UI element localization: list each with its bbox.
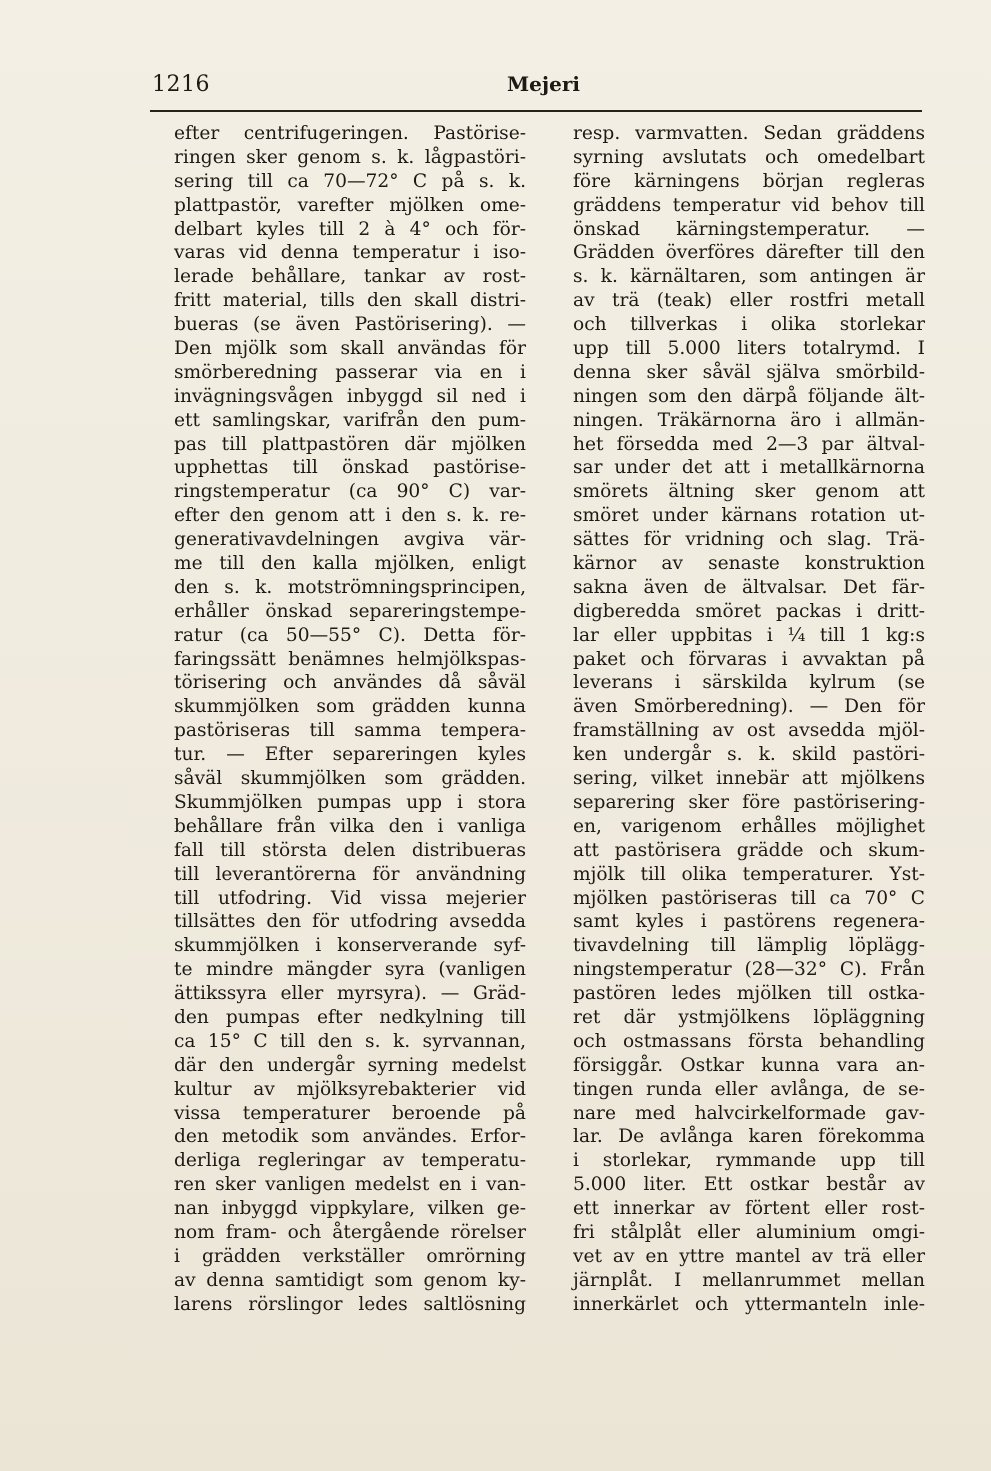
text-line: s. k. kärnältaren, som antingen är	[573, 266, 925, 288]
text-line: törisering och användes då såväl	[174, 672, 526, 694]
text-line: denna sker såväl själva smörbild-	[573, 361, 925, 383]
text-line: pas till plattpastören där mjölken	[174, 433, 526, 455]
text-line: Den mjölk som skall användas för	[174, 338, 526, 360]
text-line: till leverantörerna för användning	[174, 863, 526, 885]
text-line: samt kyles i pastörens regenera-	[573, 911, 925, 933]
text-line: ättikssyra eller myrsyra). — Gräd-	[174, 983, 526, 1005]
text-line: såväl skummjölken som grädden.	[174, 768, 526, 790]
running-title: Mejeri	[507, 72, 580, 96]
text-line: gräddens temperatur vid behov till	[573, 194, 925, 216]
text-line: till utfodring. Vid vissa mejerier	[174, 887, 526, 909]
text-line: ca 15° C till den s. k. syrvannan,	[174, 1030, 526, 1052]
text-line: nan inbyggd vippkylare, vilken ge-	[174, 1198, 526, 1220]
text-line: och ostmassans första behandling	[573, 1030, 925, 1052]
text-line: te mindre mängder syra (vanligen	[174, 959, 526, 981]
text-line: larens rörslingor ledes saltlösning	[174, 1293, 526, 1315]
text-line: fall till största delen distribueras	[174, 839, 526, 861]
text-line: i storlekar, rymmande upp till	[573, 1150, 925, 1172]
text-line: en, varigenom erhålles möjlighet	[573, 815, 925, 837]
text-line: kultur av mjölksyrebakterier vid	[174, 1078, 526, 1100]
text-line: vet av en yttre mantel av trä eller	[573, 1245, 925, 1267]
text-line: delbart kyles till 2 à 4° och för-	[174, 218, 526, 240]
page-header	[152, 72, 922, 108]
text-line: av trä (teak) eller rostfri metall	[573, 290, 925, 312]
page-number: 1216	[152, 72, 210, 97]
header-rule	[150, 110, 922, 112]
text-line: och tillverkas i olika storlekar	[573, 314, 925, 336]
text-line: sering till ca 70—72° C på s. k.	[174, 170, 526, 192]
text-line: smöret under kärnans rotation ut-	[573, 505, 925, 527]
text-line: paket och förvaras i avvaktan på	[573, 648, 925, 670]
text-line: försiggår. Ostkar kunna vara an-	[573, 1054, 925, 1076]
text-line: digberedda smöret packas i dritt-	[573, 600, 925, 622]
text-line: kärnor av senaste konstruktion	[573, 553, 925, 575]
text-line: tivavdelning till lämplig löplägg-	[573, 935, 925, 957]
text-line: sar under det att i metallkärnorna	[573, 457, 925, 479]
text-line: 5.000 liter. Ett ostkar består av	[573, 1174, 925, 1196]
text-line: faringssätt benämnes helmjölkspas-	[174, 648, 526, 670]
text-line: efter centrifugeringen. Pastörise-	[174, 123, 526, 144]
text-line: ringstemperatur (ca 90° C) var-	[174, 481, 526, 503]
text-line: framställning av ost avsedda mjöl-	[573, 720, 925, 742]
text-line: ett innerkar av förtent eller rost-	[573, 1198, 925, 1220]
left-column	[174, 122, 526, 1317]
text-line: ren sker vanligen medelst en i van-	[174, 1174, 526, 1196]
text-line: skummjölken som grädden kunna	[174, 696, 526, 718]
text-line: mjölk till olika temperaturer. Yst-	[573, 863, 925, 885]
text-line: het försedda med 2—3 par ältval-	[573, 433, 925, 455]
text-line: ningen som den därpå följande ält-	[573, 385, 925, 407]
text-line: Grädden överföres därefter till den	[573, 242, 925, 264]
text-line: smörets ältning sker genom att	[573, 481, 925, 503]
text-line: lar. De avlånga karen förekomma	[573, 1126, 925, 1148]
text-line: separering sker före pastörisering-	[573, 791, 925, 813]
text-line: att pastörisera grädde och skum-	[573, 839, 925, 861]
text-line: syrning avslutats och omedelbart	[573, 146, 925, 168]
text-line: innerkärlet och yttermanteln inle-	[573, 1293, 925, 1315]
text-line: önskad kärningstemperatur. —	[573, 218, 925, 240]
text-line: fri stålplåt eller aluminium omgi-	[573, 1221, 925, 1243]
text-line: ret där ystmjölkens löpläggning	[573, 1006, 925, 1028]
text-line: upp till 5.000 liters totalrymd. I	[573, 338, 925, 360]
text-line: ningstemperatur (28—32° C). Från	[573, 959, 925, 981]
text-line: smörberedning passerar via en i	[174, 361, 526, 383]
text-line: bueras (se även Pastörisering). —	[174, 314, 526, 336]
text-line: sakna även de ältvalsar. Det fär-	[573, 576, 925, 598]
text-line: ken undergår s. k. skild pastöri-	[573, 744, 925, 766]
text-line: nare med halvcirkelformade gav-	[573, 1102, 925, 1124]
text-line: av denna samtidigt som genom ky-	[174, 1269, 526, 1291]
text-line: erhåller önskad separeringstempe-	[174, 600, 526, 622]
text-line: tur. — Efter separeringen kyles	[174, 744, 526, 766]
text-line: den s. k. motströmningsprincipen,	[174, 576, 526, 598]
text-line: derliga regleringar av temperatu-	[174, 1150, 526, 1172]
text-line: plattpastör, varefter mjölken ome-	[174, 194, 526, 216]
text-line: den pumpas efter nedkylning till	[174, 1006, 526, 1028]
text-line: i grädden verkställer omrörning	[174, 1245, 526, 1267]
text-line: skummjölken i konserverande syf-	[174, 935, 526, 957]
text-line: behållare från vilka den i vanliga	[174, 815, 526, 837]
text-line: me till den kalla mjölken, enligt	[174, 553, 526, 575]
text-line: pastören ledes mjölken till ostka-	[573, 983, 925, 1005]
text-line: efter den genom att i den s. k. re-	[174, 505, 526, 527]
text-line: tillsättes den för utfodring avsedda	[174, 911, 526, 933]
text-line: resp. varmvatten. Sedan gräddens	[573, 123, 925, 144]
text-line: vissa temperaturer beroende på	[174, 1102, 526, 1124]
text-line: Skummjölken pumpas upp i stora	[174, 791, 526, 813]
text-line: sättes för vridning och slag. Trä-	[573, 529, 925, 551]
text-line: ratur (ca 50—55° C). Detta för-	[174, 624, 526, 646]
text-line: järnplåt. I mellanrummet mellan	[573, 1269, 925, 1291]
text-line: pastöriseras till samma tempera-	[174, 720, 526, 742]
text-line: mjölken pastöriseras till ca 70° C	[573, 887, 925, 909]
text-line: ringen sker genom s. k. lågpastöri-	[174, 146, 526, 168]
text-line: även Smörberedning). — Den för	[573, 696, 925, 718]
text-line: där den undergår syrning medelst	[174, 1054, 526, 1076]
text-line: nom fram- och återgående rörelser	[174, 1221, 526, 1243]
text-line: fritt material, tills den skall distri-	[174, 290, 526, 312]
text-line: den metodik som användes. Erfor-	[174, 1126, 526, 1148]
text-line: före kärningens början regleras	[573, 170, 925, 192]
text-line: generativavdelningen avgiva vär-	[174, 529, 526, 551]
text-line: sering, vilket innebär att mjölkens	[573, 768, 925, 790]
right-column	[573, 122, 925, 1317]
text-line: varas vid denna temperatur i iso-	[174, 242, 526, 264]
text-line: tingen runda eller avlånga, de se-	[573, 1078, 925, 1100]
text-line: lar eller uppbitas i ¼ till 1 kg:s	[573, 624, 925, 646]
text-line: upphettas till önskad pastörise-	[174, 457, 526, 479]
text-line: leverans i särskilda kylrum (se	[573, 672, 925, 694]
text-line: ningen. Träkärnorna äro i allmän-	[573, 409, 925, 431]
text-line: lerade behållare, tankar av rost-	[174, 266, 526, 288]
text-line: invägningsvågen inbyggd sil ned i	[174, 385, 526, 407]
text-line: ett samlingskar, varifrån den pum-	[174, 409, 526, 431]
